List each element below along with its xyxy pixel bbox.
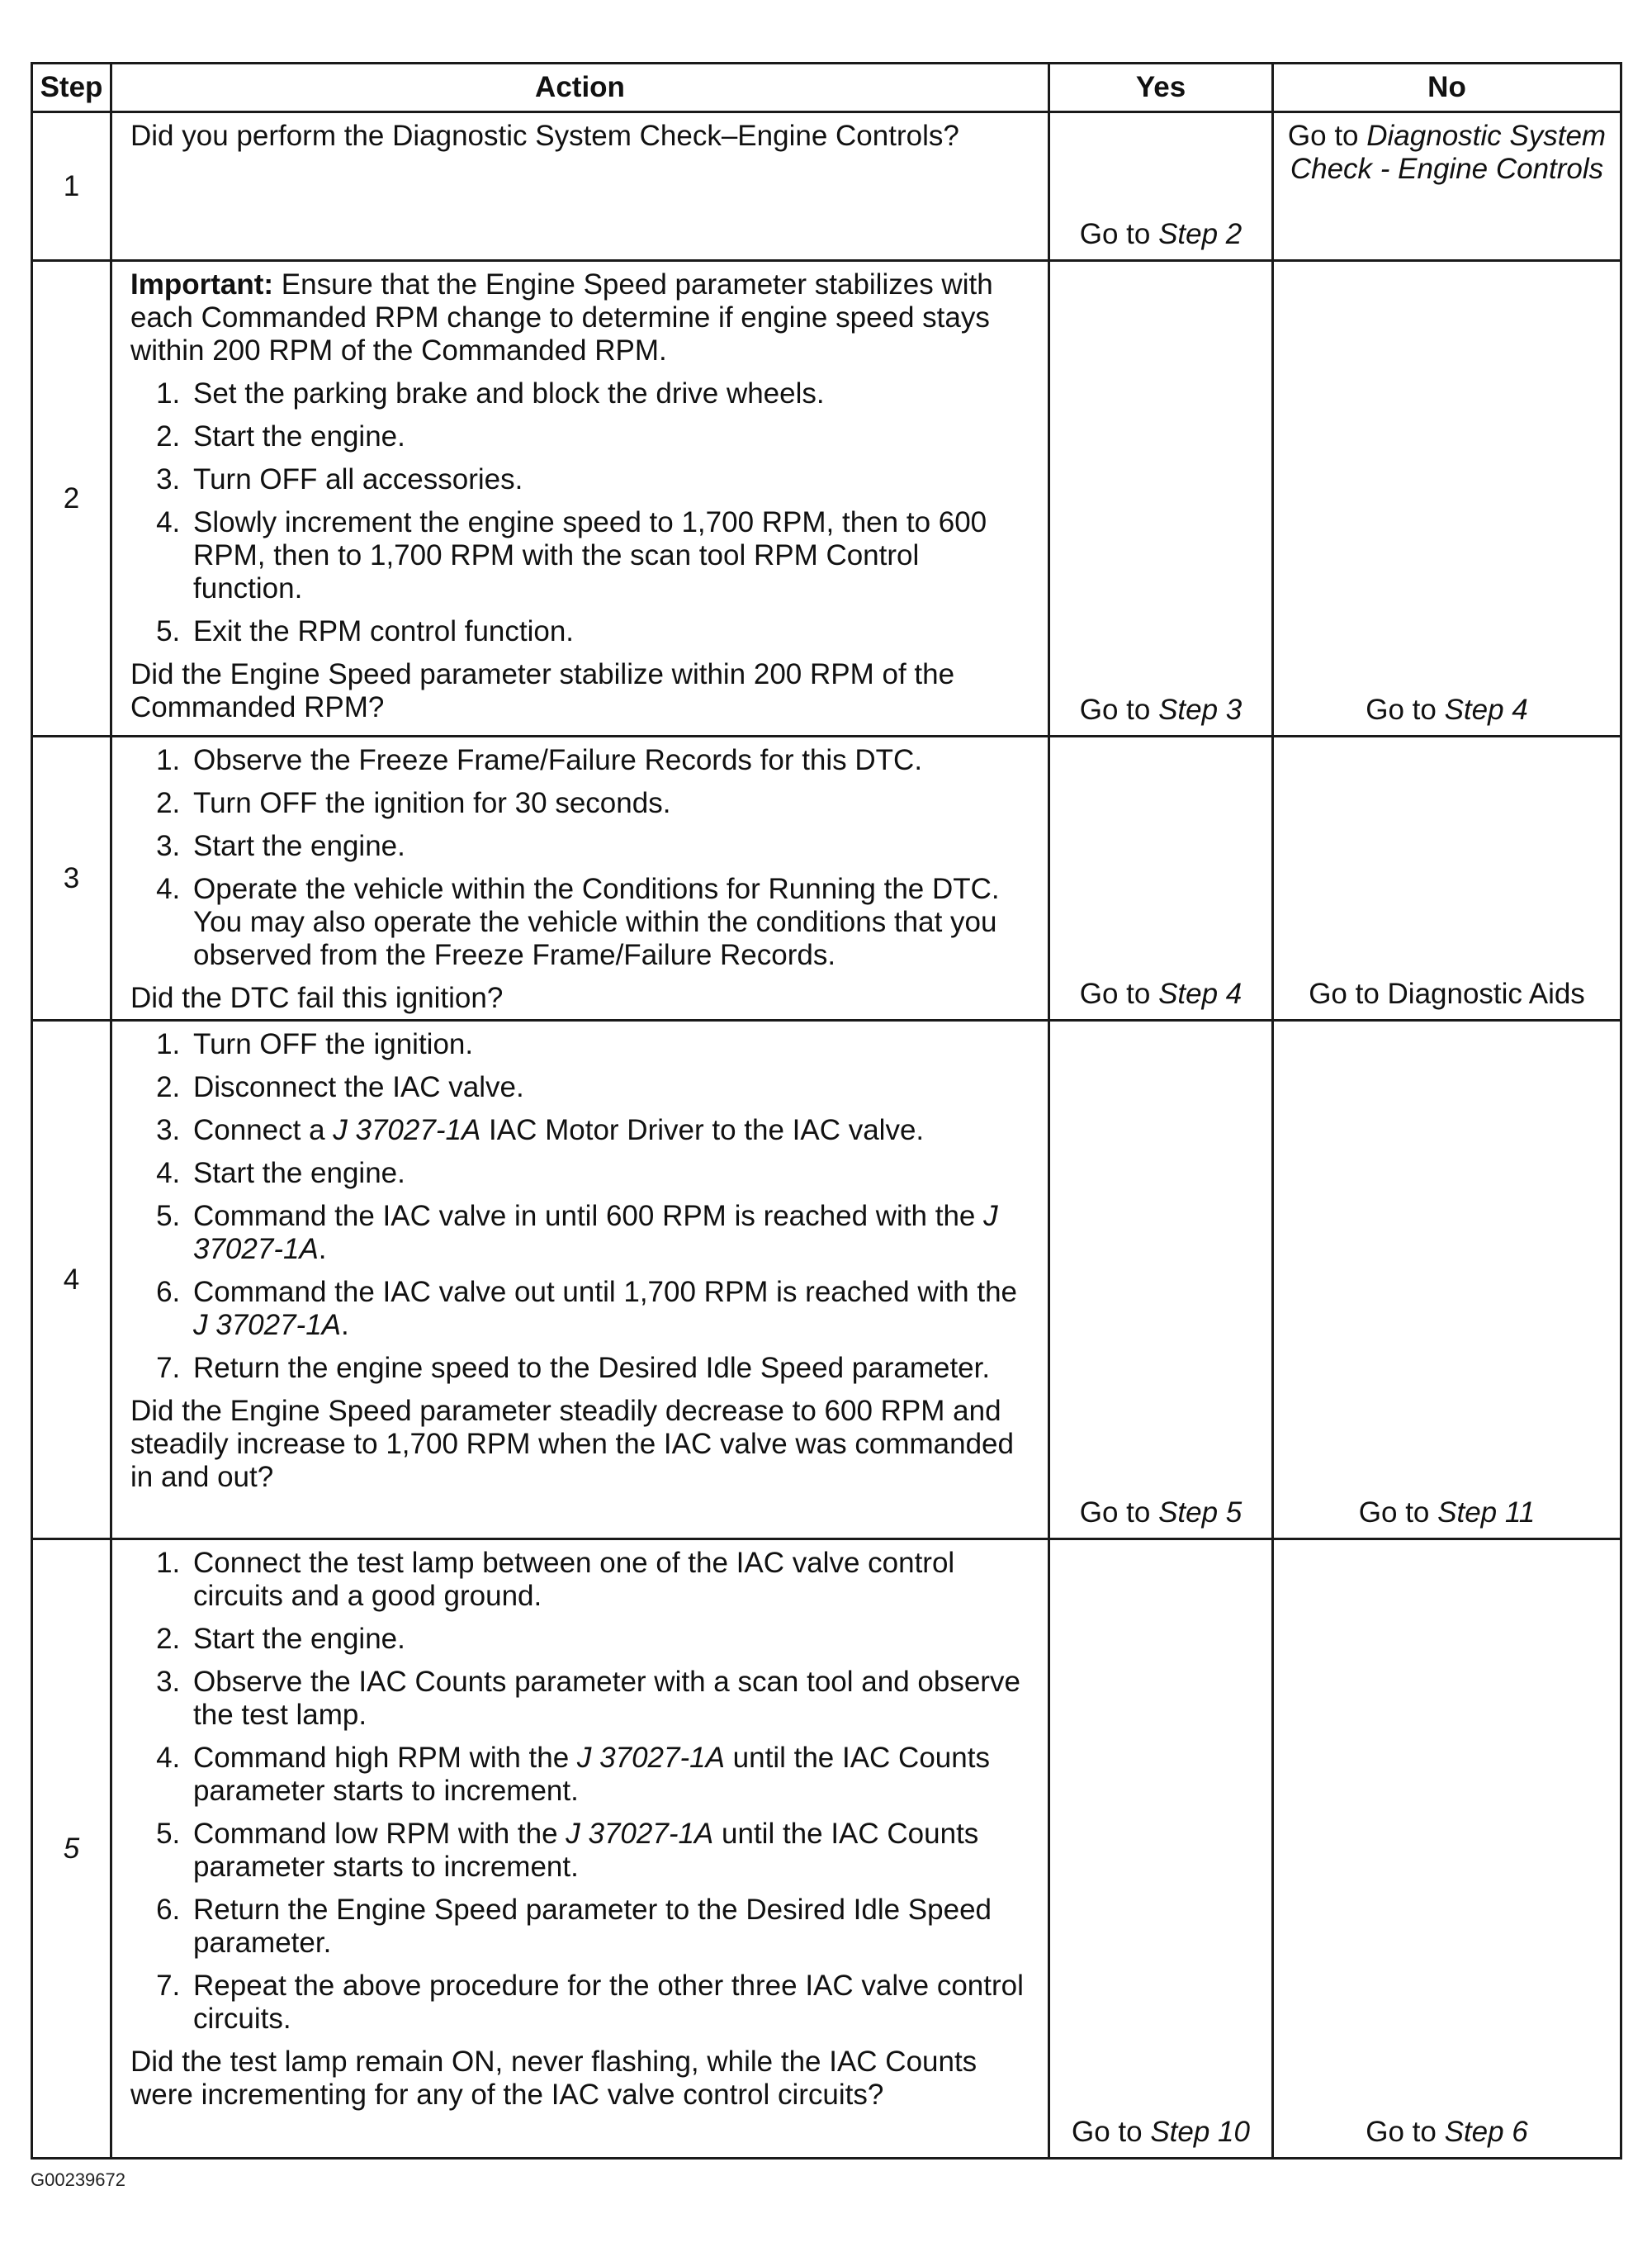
action-cell xyxy=(111,112,1049,261)
yes-prefix: Go to xyxy=(1072,2116,1151,2148)
tool-number: J 37027-1A xyxy=(333,1114,481,1146)
tool-number: J 37027-1A xyxy=(193,1200,998,1265)
table-row xyxy=(32,261,1621,737)
no-link[interactable]: Step 6 xyxy=(1444,2116,1528,2148)
no-link[interactable]: Step 4 xyxy=(1444,694,1528,726)
list-item: 2. Disconnect the IAC valve. xyxy=(188,1071,1036,1104)
no-prefix: Go to xyxy=(1287,120,1367,152)
step-number: 5 xyxy=(32,1539,111,2159)
list-item: 4. Operate the vehicle within the Conditions for Running the DTC. You may also operate the vehicle within the conditions that you observed from the Freeze Frame/Failure Records. xyxy=(188,873,1036,972)
action-cell xyxy=(111,1021,1049,1539)
table-row xyxy=(32,737,1621,1021)
list-item: 4. Start the engine. xyxy=(188,1157,1036,1190)
list-item: 5. Exit the RPM control function. xyxy=(188,615,1036,648)
item-text: Command the IAC valve out until 1,700 RPM is reached with the xyxy=(193,1276,1017,1308)
list-item: 4. Slowly increment the engine speed to 1,700 RPM, then to 600 RPM, then to 1,700 RPM with the scan tool RPM Control function. xyxy=(188,506,1036,605)
list-item: 2. Start the engine. xyxy=(188,420,1036,453)
list-item: 2. Start the engine. xyxy=(188,1623,1036,1656)
item-text: Command high RPM with the xyxy=(193,1742,577,1774)
list-item: 3. Start the engine. xyxy=(188,830,1036,863)
list-item xyxy=(188,1818,1036,1884)
important-text: Ensure that the Engine Speed parameter stabilizes with each Commanded RPM change to determine if engine speed stays within 200 RPM of the Commanded RPM. xyxy=(130,268,993,367)
no-prefix: Go to xyxy=(1366,2116,1445,2148)
no-cell xyxy=(1273,1539,1621,2159)
list-item: 6. Return the Engine Speed parameter to the Desired Idle Speed parameter. xyxy=(188,1894,1036,1960)
item-text: until the IAC Counts parameter starts to increment. xyxy=(193,1818,979,1883)
diagnostic-table-container xyxy=(31,62,1620,2158)
procedure-list xyxy=(130,744,1036,972)
list-item xyxy=(188,1276,1036,1342)
yes-cell xyxy=(1049,737,1273,1021)
tool-number: J 37027-1A xyxy=(193,1309,342,1341)
table-row xyxy=(32,112,1621,261)
step-number: 2 xyxy=(32,261,111,737)
yes-link[interactable]: Step 5 xyxy=(1158,1496,1243,1529)
yes-prefix: Go to xyxy=(1079,1496,1159,1529)
header-step: Step xyxy=(32,64,111,112)
yes-link[interactable]: Step 4 xyxy=(1158,978,1243,1010)
action-cell xyxy=(111,737,1049,1021)
list-item: 1. Turn OFF the ignition. xyxy=(188,1028,1036,1061)
list-item xyxy=(188,1742,1036,1808)
no-cell xyxy=(1273,1021,1621,1539)
no-cell xyxy=(1273,261,1621,737)
yes-cell xyxy=(1049,261,1273,737)
tool-number: J 37027-1A xyxy=(566,1818,714,1850)
procedure-list xyxy=(130,1547,1036,2036)
tool-number: J 37027-1A xyxy=(576,1742,725,1774)
header-yes: Yes xyxy=(1049,64,1273,112)
yes-link[interactable]: Step 3 xyxy=(1158,694,1243,726)
list-item: 1. Observe the Freeze Frame/Failure Records for this DTC. xyxy=(188,744,1036,777)
no-cell xyxy=(1273,737,1621,1021)
header-row xyxy=(32,64,1621,112)
no-link[interactable]: Step 11 xyxy=(1437,1496,1536,1529)
procedure-list xyxy=(130,1028,1036,1385)
list-item: 1. Connect the test lamp between one of the IAC valve control circuits and a good ground. xyxy=(188,1547,1036,1613)
yes-prefix: Go to xyxy=(1079,694,1159,726)
action-cell xyxy=(111,1539,1049,2159)
step-number: 4 xyxy=(32,1021,111,1539)
procedure-list xyxy=(130,377,1036,648)
item-text: . xyxy=(318,1233,327,1265)
item-text: Command low RPM with the xyxy=(193,1818,566,1850)
header-no: No xyxy=(1273,64,1621,112)
item-text: . xyxy=(341,1309,349,1341)
action-question: Did you perform the Diagnostic System Check–Engine Controls? xyxy=(130,120,959,152)
yes-link[interactable]: Step 2 xyxy=(1158,218,1243,250)
step-number: 3 xyxy=(32,737,111,1021)
yes-prefix: Go to xyxy=(1079,978,1159,1010)
no-link[interactable]: Diagnostic System Check - Engine Controls xyxy=(1290,120,1607,185)
diagnostic-table xyxy=(31,62,1622,2160)
action-question: Did the test lamp remain ON, never flashing, while the IAC Counts were incrementing for any of the IAC valve control circuits? xyxy=(130,2046,977,2111)
list-item: 3. Turn OFF all accessories. xyxy=(188,463,1036,496)
yes-cell xyxy=(1049,112,1273,261)
yes-cell xyxy=(1049,1021,1273,1539)
item-text: Command the IAC valve in until 600 RPM is reached with the xyxy=(193,1200,984,1232)
no-prefix: Go to xyxy=(1366,694,1445,726)
table-row xyxy=(32,1021,1621,1539)
yes-prefix: Go to xyxy=(1079,218,1159,250)
item-text: Connect a xyxy=(193,1114,334,1146)
item-text: IAC Motor Driver to the IAC valve. xyxy=(480,1114,925,1146)
list-item xyxy=(188,1200,1036,1266)
yes-cell xyxy=(1049,1539,1273,2159)
list-item: 1. Set the parking brake and block the drive wheels. xyxy=(188,377,1036,410)
step-number: 1 xyxy=(32,112,111,261)
yes-link[interactable]: Step 10 xyxy=(1150,2116,1250,2148)
action-question: Did the Engine Speed parameter steadily decrease to 600 RPM and steadily increase to 1,700 RPM when the IAC valve was commanded in and out? xyxy=(130,1395,1014,1493)
important-note xyxy=(130,268,1036,367)
list-item: 7. Repeat the above procedure for the other three IAC valve control circuits. xyxy=(188,1970,1036,2036)
figure-id: G00239672 xyxy=(31,2169,125,2190)
action-question: Did the DTC fail this ignition? xyxy=(130,982,504,1014)
list-item: 7. Return the engine speed to the Desired Idle Speed parameter. xyxy=(188,1352,1036,1385)
no-cell xyxy=(1273,112,1621,261)
important-label: Important: xyxy=(130,268,274,301)
item-text: until the IAC Counts parameter starts to increment. xyxy=(193,1742,990,1807)
list-item: 2. Turn OFF the ignition for 30 seconds. xyxy=(188,787,1036,820)
no-prefix: Go to xyxy=(1358,1496,1438,1529)
action-cell xyxy=(111,261,1049,737)
header-action: Action xyxy=(111,64,1049,112)
action-question: Did the Engine Speed parameter stabilize within 200 RPM of the Commanded RPM? xyxy=(130,658,955,723)
no-link[interactable]: Go to Diagnostic Aids xyxy=(1309,978,1585,1010)
list-item xyxy=(188,1114,1036,1147)
table-row xyxy=(32,1539,1621,2159)
list-item: 3. Observe the IAC Counts parameter with a scan tool and observe the test lamp. xyxy=(188,1666,1036,1732)
